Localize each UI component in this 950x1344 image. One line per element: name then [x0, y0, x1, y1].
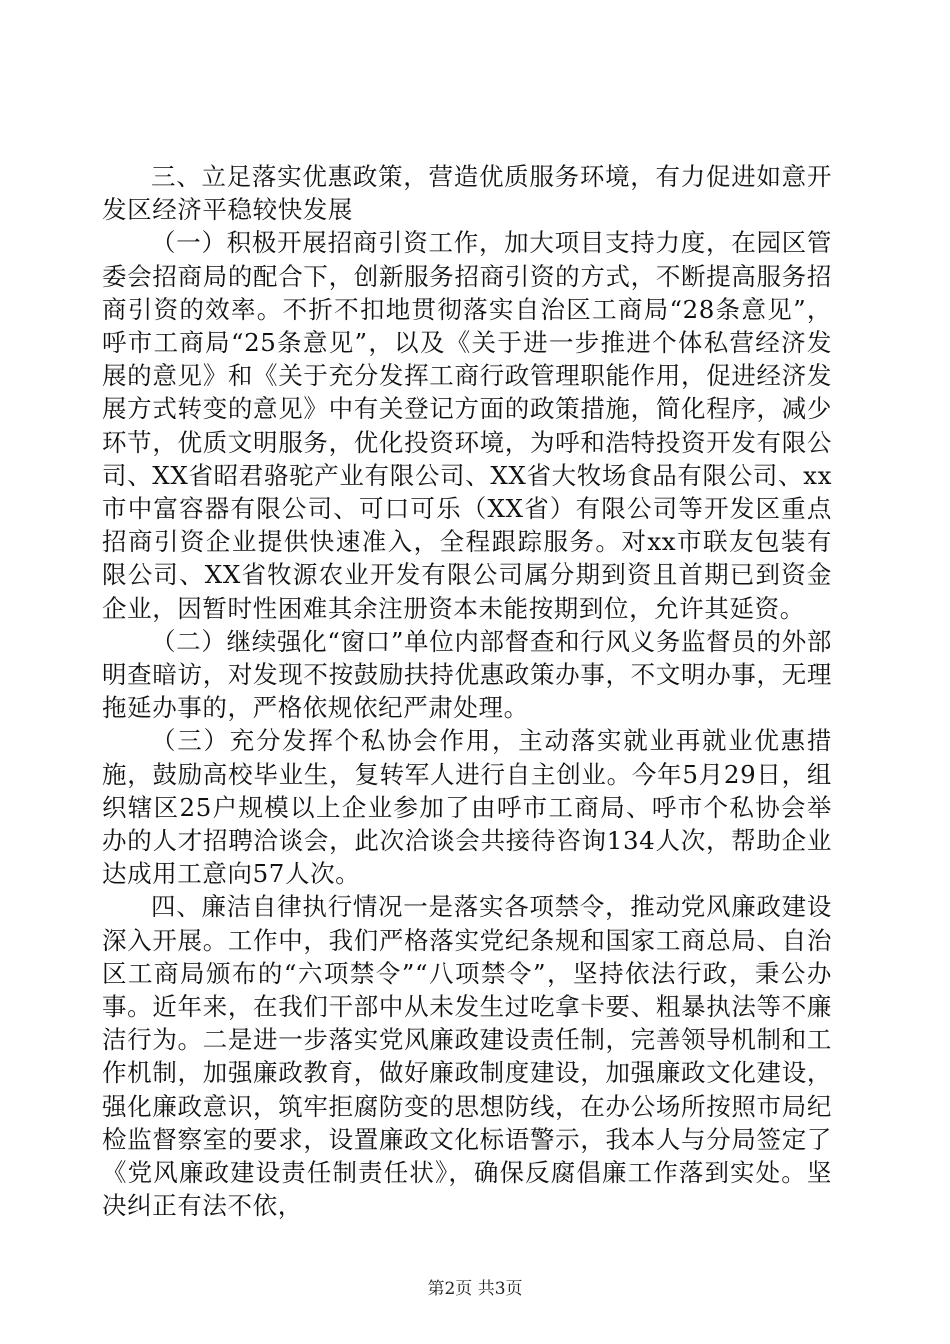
- page-footer: 第2页 共3页: [427, 1279, 523, 1299]
- paragraph-window-supervision: （二）继续强化“窗口”单位内部督查和行风义务监督员的外部明查暗访，对发现不按鼓励扶持优惠政策办事，不文明办事，无理拖延办事的，严格依规依纪严肃处理。: [102, 626, 832, 723]
- paragraph-investment: （一）积极开展招商引资工作，加大项目支持力度，在园区管委会招商局的配合下，创新服务招商引资的方式，不断提高服务招商引资的效率。不折不扣地贯彻落实自治区工商局“28条意见”，呼市工商局“25条意见”，以及《关于进一步推进个体私营经济发展的意见》和《关于充分发挥工商行政管理职能作用，促进经济发展方式转变的意见》中有关登记方面的政策措施，简化程序，减少环节，优质文明服务，优化投资环境，为呼和浩特投资开发有限公司、XX省昭君骆驼产业有限公司、XX省大牧场食品有限公司、xx市中富容器有限公司、可口可乐（XX省）有限公司等开发区重点招商引资企业提供快速准入，全程跟踪服务。对xx市联友包装有限公司、XX省牧源农业开发有限公司属分期到资且首期已到资金企业，因暂时性困难其余注册资本未能按期到位，允许其延资。: [102, 228, 832, 623]
- paragraph-integrity: 四、廉洁自律执行情况一是落实各项禁令，推动党风廉政建设深入开展。工作中，我们严格落实党纪条规和国家工商总局、自治区工商局颁布的“六项禁令”“八项禁令”，坚持依法行政，秉公办事。近年来，在我们干部中从未发生过吃拿卡要、粗暴执法等不廉洁行为。二是进一步落实党风廉政建设责任制，完善领导机制和工作机制，加强廉政教育，做好廉政制度建设，加强廉政文化建设，强化廉政意识，筑牢拒腐防变的思想防线，在办公场所按照市局纪检监督察室的要求，设置廉政文化标语警示，我本人与分局签定了《党风廉政建设责任制责任状》，确保反腐倡廉工作落到实处。坚决纠正有法不依，: [102, 892, 832, 1221]
- document-body: [102, 160, 832, 1223]
- paragraph-association: （三）充分发挥个私协会作用，主动落实就业再就业优惠措施，鼓励高校毕业生，复转军人进行自主创业。今年5月29日，组织辖区25户规模以上企业参加了由呼市工商局、呼市个私协会举办的人才招聘洽谈会，此次洽谈会共接待咨询134人次，帮助企业达成用工意向57人次。: [102, 726, 832, 889]
- section-heading-three: 三、立足落实优惠政策，营造优质服务环境，有力促进如意开发区经济平稳较快发展: [102, 162, 832, 225]
